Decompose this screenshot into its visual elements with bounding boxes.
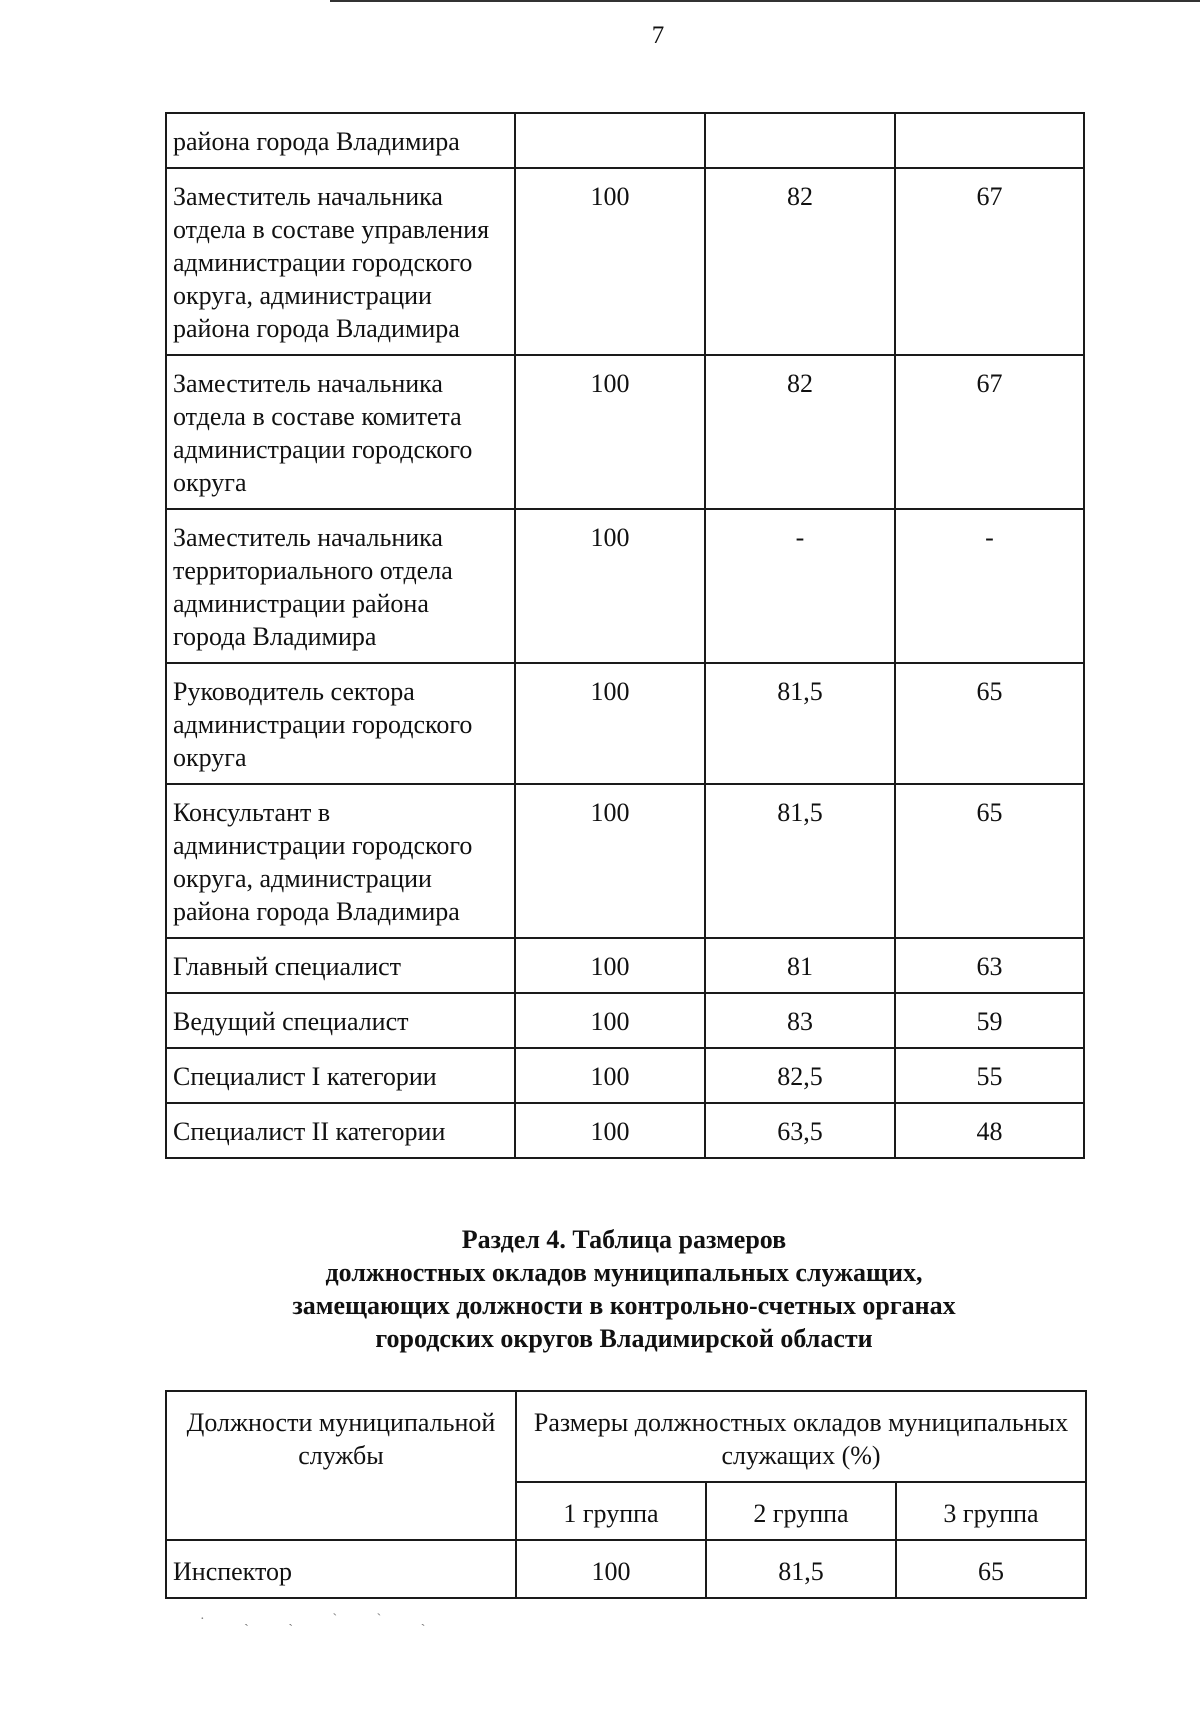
cell-position: Консультант в администрации городского округа, администрации района города Владимира (166, 784, 515, 938)
scan-specks: · ˎ ˎ ˋ ˋ ˎ (200, 1612, 444, 1627)
cell-group-3: 63 (895, 938, 1084, 993)
table-row (166, 1540, 1086, 1598)
section-4-heading (165, 1223, 1083, 1355)
cell-group-3: - (895, 509, 1084, 663)
cell-group-2: 81 (705, 938, 895, 993)
cell-group-2: 81,5 (706, 1540, 896, 1598)
table-row (166, 663, 1084, 784)
salary-ratio-table-continued (165, 112, 1085, 1159)
section-4-heading-line: должностных окладов муниципальных служащих, (325, 1258, 923, 1287)
table-row (166, 509, 1084, 663)
table-row (166, 993, 1084, 1048)
header-group-2: 2 группа (706, 1482, 896, 1540)
table-row (166, 1103, 1084, 1158)
table-row (166, 784, 1084, 938)
cell-position: Заместитель начальника отдела в составе управления администрации городского округа, администрации района города Владимира (166, 168, 515, 355)
cell-group-1: 100 (515, 993, 705, 1048)
page-number: 7 (651, 22, 665, 49)
cell-group-3: 48 (895, 1103, 1084, 1158)
cell-group-3 (895, 113, 1084, 168)
cell-group-2: 83 (705, 993, 895, 1048)
header-group-3: 3 группа (896, 1482, 1086, 1540)
cell-group-1: 100 (515, 1103, 705, 1158)
cell-group-2: 82,5 (705, 1048, 895, 1103)
control-audit-salary-table (165, 1390, 1087, 1599)
cell-position: Специалист II категории (166, 1103, 515, 1158)
cell-position: Заместитель начальника отдела в составе комитета администрации городского округа (166, 355, 515, 509)
table-row (166, 113, 1084, 168)
cell-group-1: 100 (515, 355, 705, 509)
header-group-1: 1 группа (516, 1482, 706, 1540)
cell-position: Инспектор (166, 1540, 516, 1598)
cell-group-3: 65 (895, 784, 1084, 938)
cell-group-2: - (705, 509, 895, 663)
cell-position: Главный специалист (166, 938, 515, 993)
table-row (166, 355, 1084, 509)
cell-group-1: 100 (515, 784, 705, 938)
cell-group-2: 82 (705, 355, 895, 509)
cell-group-1: 100 (515, 168, 705, 355)
cell-position: района города Владимира (166, 113, 515, 168)
table-row (166, 938, 1084, 993)
cell-group-1: 100 (515, 663, 705, 784)
cell-position: Специалист I категории (166, 1048, 515, 1103)
cell-group-1: 100 (515, 938, 705, 993)
cell-group-2: 82 (705, 168, 895, 355)
cell-group-3: 55 (895, 1048, 1084, 1103)
cell-group-1: 100 (515, 1048, 705, 1103)
cell-position: Заместитель начальника территориального отдела администрации района города Владимира (166, 509, 515, 663)
header-position: Должности муниципальной службы (166, 1391, 516, 1540)
cell-position: Ведущий специалист (166, 993, 515, 1048)
cell-group-1: 100 (515, 509, 705, 663)
cell-group-2: 81,5 (705, 663, 895, 784)
salary-ratio-table-body (166, 113, 1084, 1158)
section-4-heading-line: городских округов Владимирской области (375, 1324, 873, 1353)
top-edge-rule (330, 0, 1200, 2)
cell-position: Руководитель сектора администрации городского округа (166, 663, 515, 784)
cell-group-2: 63,5 (705, 1103, 895, 1158)
table-header-row (166, 1391, 1086, 1482)
cell-group-2 (705, 113, 895, 168)
header-salaries: Размеры должностных окладов муниципальных служащих (%) (516, 1391, 1086, 1482)
section-4-heading-line: замещающих должности в контрольно-счетных органах (292, 1291, 956, 1320)
cell-group-2: 81,5 (705, 784, 895, 938)
cell-group-3: 67 (895, 355, 1084, 509)
cell-group-3: 67 (895, 168, 1084, 355)
cell-group-3: 59 (895, 993, 1084, 1048)
cell-group-1 (515, 113, 705, 168)
cell-group-1: 100 (516, 1540, 706, 1598)
table-row (166, 168, 1084, 355)
table-row (166, 1048, 1084, 1103)
section-4-heading-line: Раздел 4. Таблица размеров (461, 1225, 787, 1254)
cell-group-3: 65 (895, 663, 1084, 784)
cell-group-3: 65 (896, 1540, 1086, 1598)
